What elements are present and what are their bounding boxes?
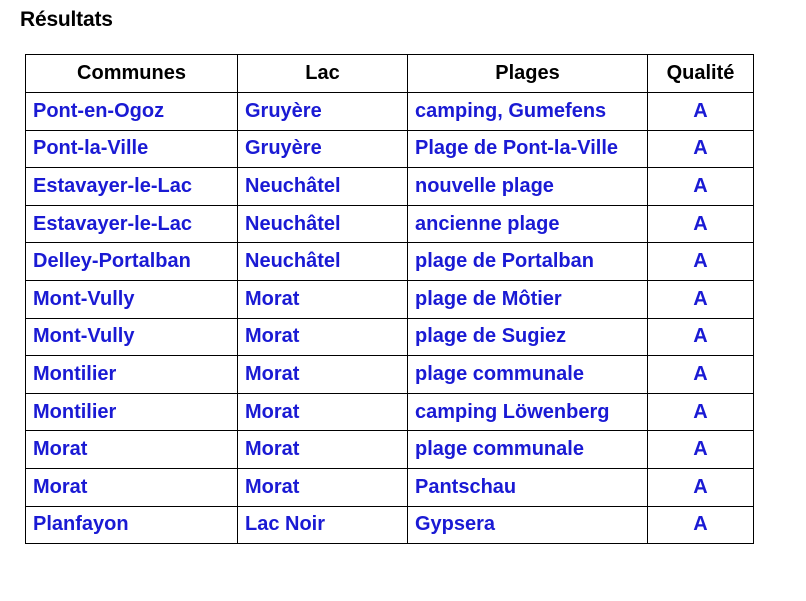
header-qualite: Qualité [648,55,754,93]
lac-cell: Neuchâtel [238,243,408,281]
plage-cell: Pantschau [408,468,648,506]
lac-cell: Morat [238,318,408,356]
commune-cell: Montilier [26,393,238,431]
lac-cell: Gruyère [238,93,408,131]
commune-cell: Mont-Vully [26,318,238,356]
lac-cell: Neuchâtel [238,205,408,243]
qualite-cell: A [648,356,754,394]
lac-cell: Morat [238,356,408,394]
plage-cell: ancienne plage [408,205,648,243]
plage-cell: plage de Sugiez [408,318,648,356]
header-plages: Plages [408,55,648,93]
commune-cell: Montilier [26,356,238,394]
qualite-cell: A [648,130,754,168]
plage-cell: plage de Môtier [408,280,648,318]
table-body [26,93,754,544]
table-row [26,431,754,469]
lac-cell: Morat [238,431,408,469]
header-communes: Communes [26,55,238,93]
table-row [26,243,754,281]
qualite-cell: A [648,93,754,131]
plage-cell: plage communale [408,431,648,469]
table-row [26,168,754,206]
lac-cell: Morat [238,280,408,318]
lac-cell: Lac Noir [238,506,408,544]
commune-cell: Morat [26,431,238,469]
plage-cell: Plage de Pont-la-Ville [408,130,648,168]
qualite-cell: A [648,318,754,356]
plage-cell: camping Löwenberg [408,393,648,431]
qualite-cell: A [648,431,754,469]
commune-cell: Delley-Portalban [26,243,238,281]
plage-cell: camping, Gumefens [408,93,648,131]
commune-cell: Pont-en-Ogoz [26,93,238,131]
commune-cell: Estavayer-le-Lac [26,168,238,206]
qualite-cell: A [648,168,754,206]
qualite-cell: A [648,393,754,431]
table-row [26,506,754,544]
table-row [26,93,754,131]
table-row [26,130,754,168]
table-row [26,356,754,394]
qualite-cell: A [648,205,754,243]
table-row [26,393,754,431]
qualite-cell: A [648,280,754,318]
qualite-cell: A [648,468,754,506]
table-row [26,280,754,318]
plage-cell: plage de Portalban [408,243,648,281]
page-title: Résultats [20,8,113,31]
header-lac: Lac [238,55,408,93]
lac-cell: Neuchâtel [238,168,408,206]
plage-cell: plage communale [408,356,648,394]
lac-cell: Morat [238,393,408,431]
lac-cell: Morat [238,468,408,506]
qualite-cell: A [648,506,754,544]
qualite-cell: A [648,243,754,281]
header-row [26,55,754,93]
table-row [26,468,754,506]
results-table [25,54,754,544]
commune-cell: Mont-Vully [26,280,238,318]
commune-cell: Estavayer-le-Lac [26,205,238,243]
table-header [26,55,754,93]
plage-cell: nouvelle plage [408,168,648,206]
commune-cell: Planfayon [26,506,238,544]
plage-cell: Gypsera [408,506,648,544]
table-row [26,318,754,356]
commune-cell: Pont-la-Ville [26,130,238,168]
table-row [26,205,754,243]
lac-cell: Gruyère [238,130,408,168]
commune-cell: Morat [26,468,238,506]
